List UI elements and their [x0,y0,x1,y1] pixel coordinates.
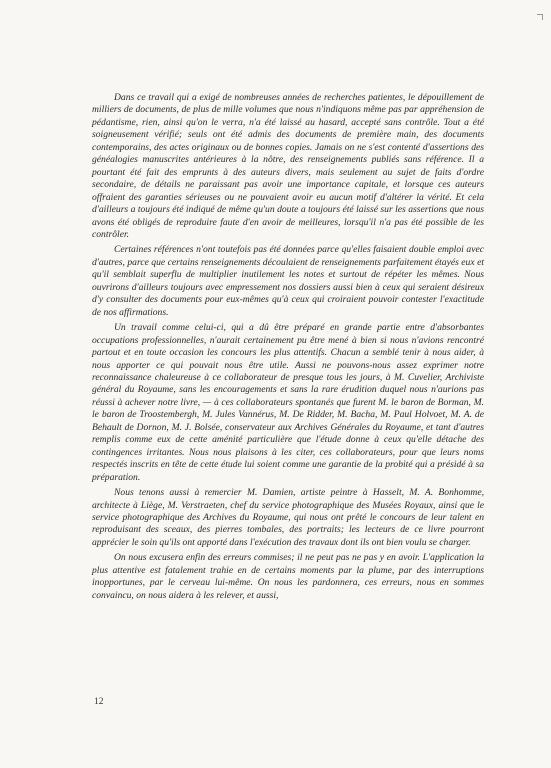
paragraph-4: Nous tenons aussi à remercier M. Damien, artiste peintre à Hasselt, M. A. Bonhomme, architecte à Liège, M. Verstraeten, chef du service photographique des Musées Royaux, ainsi que le service photographique des Archives du Royaume, qui nous ont prêté le concours de leur talent en reproduisant des sceaux, des pierres tombales, des portraits; les lecteurs de ce livre pourront apprécier le soin qu'ils ont apporté dans l'exécution des travaux dont ils ont bien voulu se charger. [92,487,484,548]
paragraph-3: Un travail comme celui-ci, qui a dû être préparé en grande partie entre d'absorbantes occupations professionnelles, n'aurait certainement pu être mené à bien si nous n'avions rencontré partout et en toute occasion les concours les plus attentifs. Chacun a semblé tenir à nous aider, à nous apporter ce qui pouvait nous être utile. Aussi ne pouvons-nous assez exprimer notre reconnaissance chaleureuse à ce collaborateur de presque tous les jours, à M. Cuvelier, Archiviste général du Royaume, sans les encouragements et sans la rare érudition duquel nous n'aurions pas réussi à achever notre livre, — à ces collaborateurs spontanés que furent M. le baron de Borman, M. le baron de Troostembergh, M. Jules Vannérus, M. De Ridder, M. Bacha, M. Paul Holvoet, M. A. de Behault de Dornon, M. J. Bolsée, conservateur aux Archives Générales du Royaume, et tant d'autres remplis comme eux de cette aménité particulière que l'étude donne à ceux qu'elle détache des contingences irritantes. Nous nous plaisons à les citer, ces collaborateurs, pour que leurs noms respectés inscrits en tête de cette étude lui soient comme une garantie de la probité qui a présidé à sa préparation. [92,322,484,483]
scan-corner-mark [537,14,543,20]
paragraph-5: On nous excusera enfin des erreurs commises; il ne peut pas ne pas y en avoir. L'application la plus attentive est fatalement trahie en de certains moments par la plume, par des interruptions inopportunes, par le cerveau lui-même. On nous les pardonnera, ces erreurs, nous en sommes convaincu, on nous aidera à les relever, et aussi, [92,552,484,601]
paragraph-1: Dans ce travail qui a exigé de nombreuses années de recherches patientes, le dépouillement de milliers de documents, de plus de mille volumes que nous n'indiquons même pas par appréhension de pédantisme, rien, ainsi qu'on le verra, n'a été laissé au hasard, accepté sans contrôle. Tout a été soigneusement vérifié; seuls ont été admis des documents de première main, des documents contemporains, des actes originaux ou de bonnes copies. Jamais on ne s'est contenté d'assertions des généalogies manuscrites antérieures à la nôtre, des renseignements publiés sans référence. Il a pourtant été fait des emprunts à des auteurs divers, mais seulement au sujet de faits d'ordre secondaire, de détails ne paraissant pas avoir une importance capitale, et lorsque ces auteurs offraient des garanties sérieuses ou ne pouvaient avoir eu aucun motif d'altérer la vérité. Et cela d'ailleurs a toujours été indiqué de même qu'un doute a toujours été laissé sur les assertions que nous avons été obligés de reproduire faute d'en avoir de meilleures, lorsqu'il n'a pas été possible de les contrôler. [92,92,484,240]
page-number: 12 [94,697,104,707]
paragraph-2: Certaines références n'ont toutefois pas été données parce qu'elles faisaient double emploi avec d'autres, parce que certains renseignements découlaient de renseignements parfaitement étayés eux et qu'il semblait superflu de multiplier inutilement les notes et surtout de répéter les mêmes. Nous ouvrirons d'ailleurs toujours avec empressement nos dossiers aussi bien à ceux qui seraient désireux d'y consulter des documents pour eux-mêmes qu'à ceux qui croiraient pouvoir contester l'exactitude de nos affirmations. [92,244,484,318]
body-text [92,92,484,605]
